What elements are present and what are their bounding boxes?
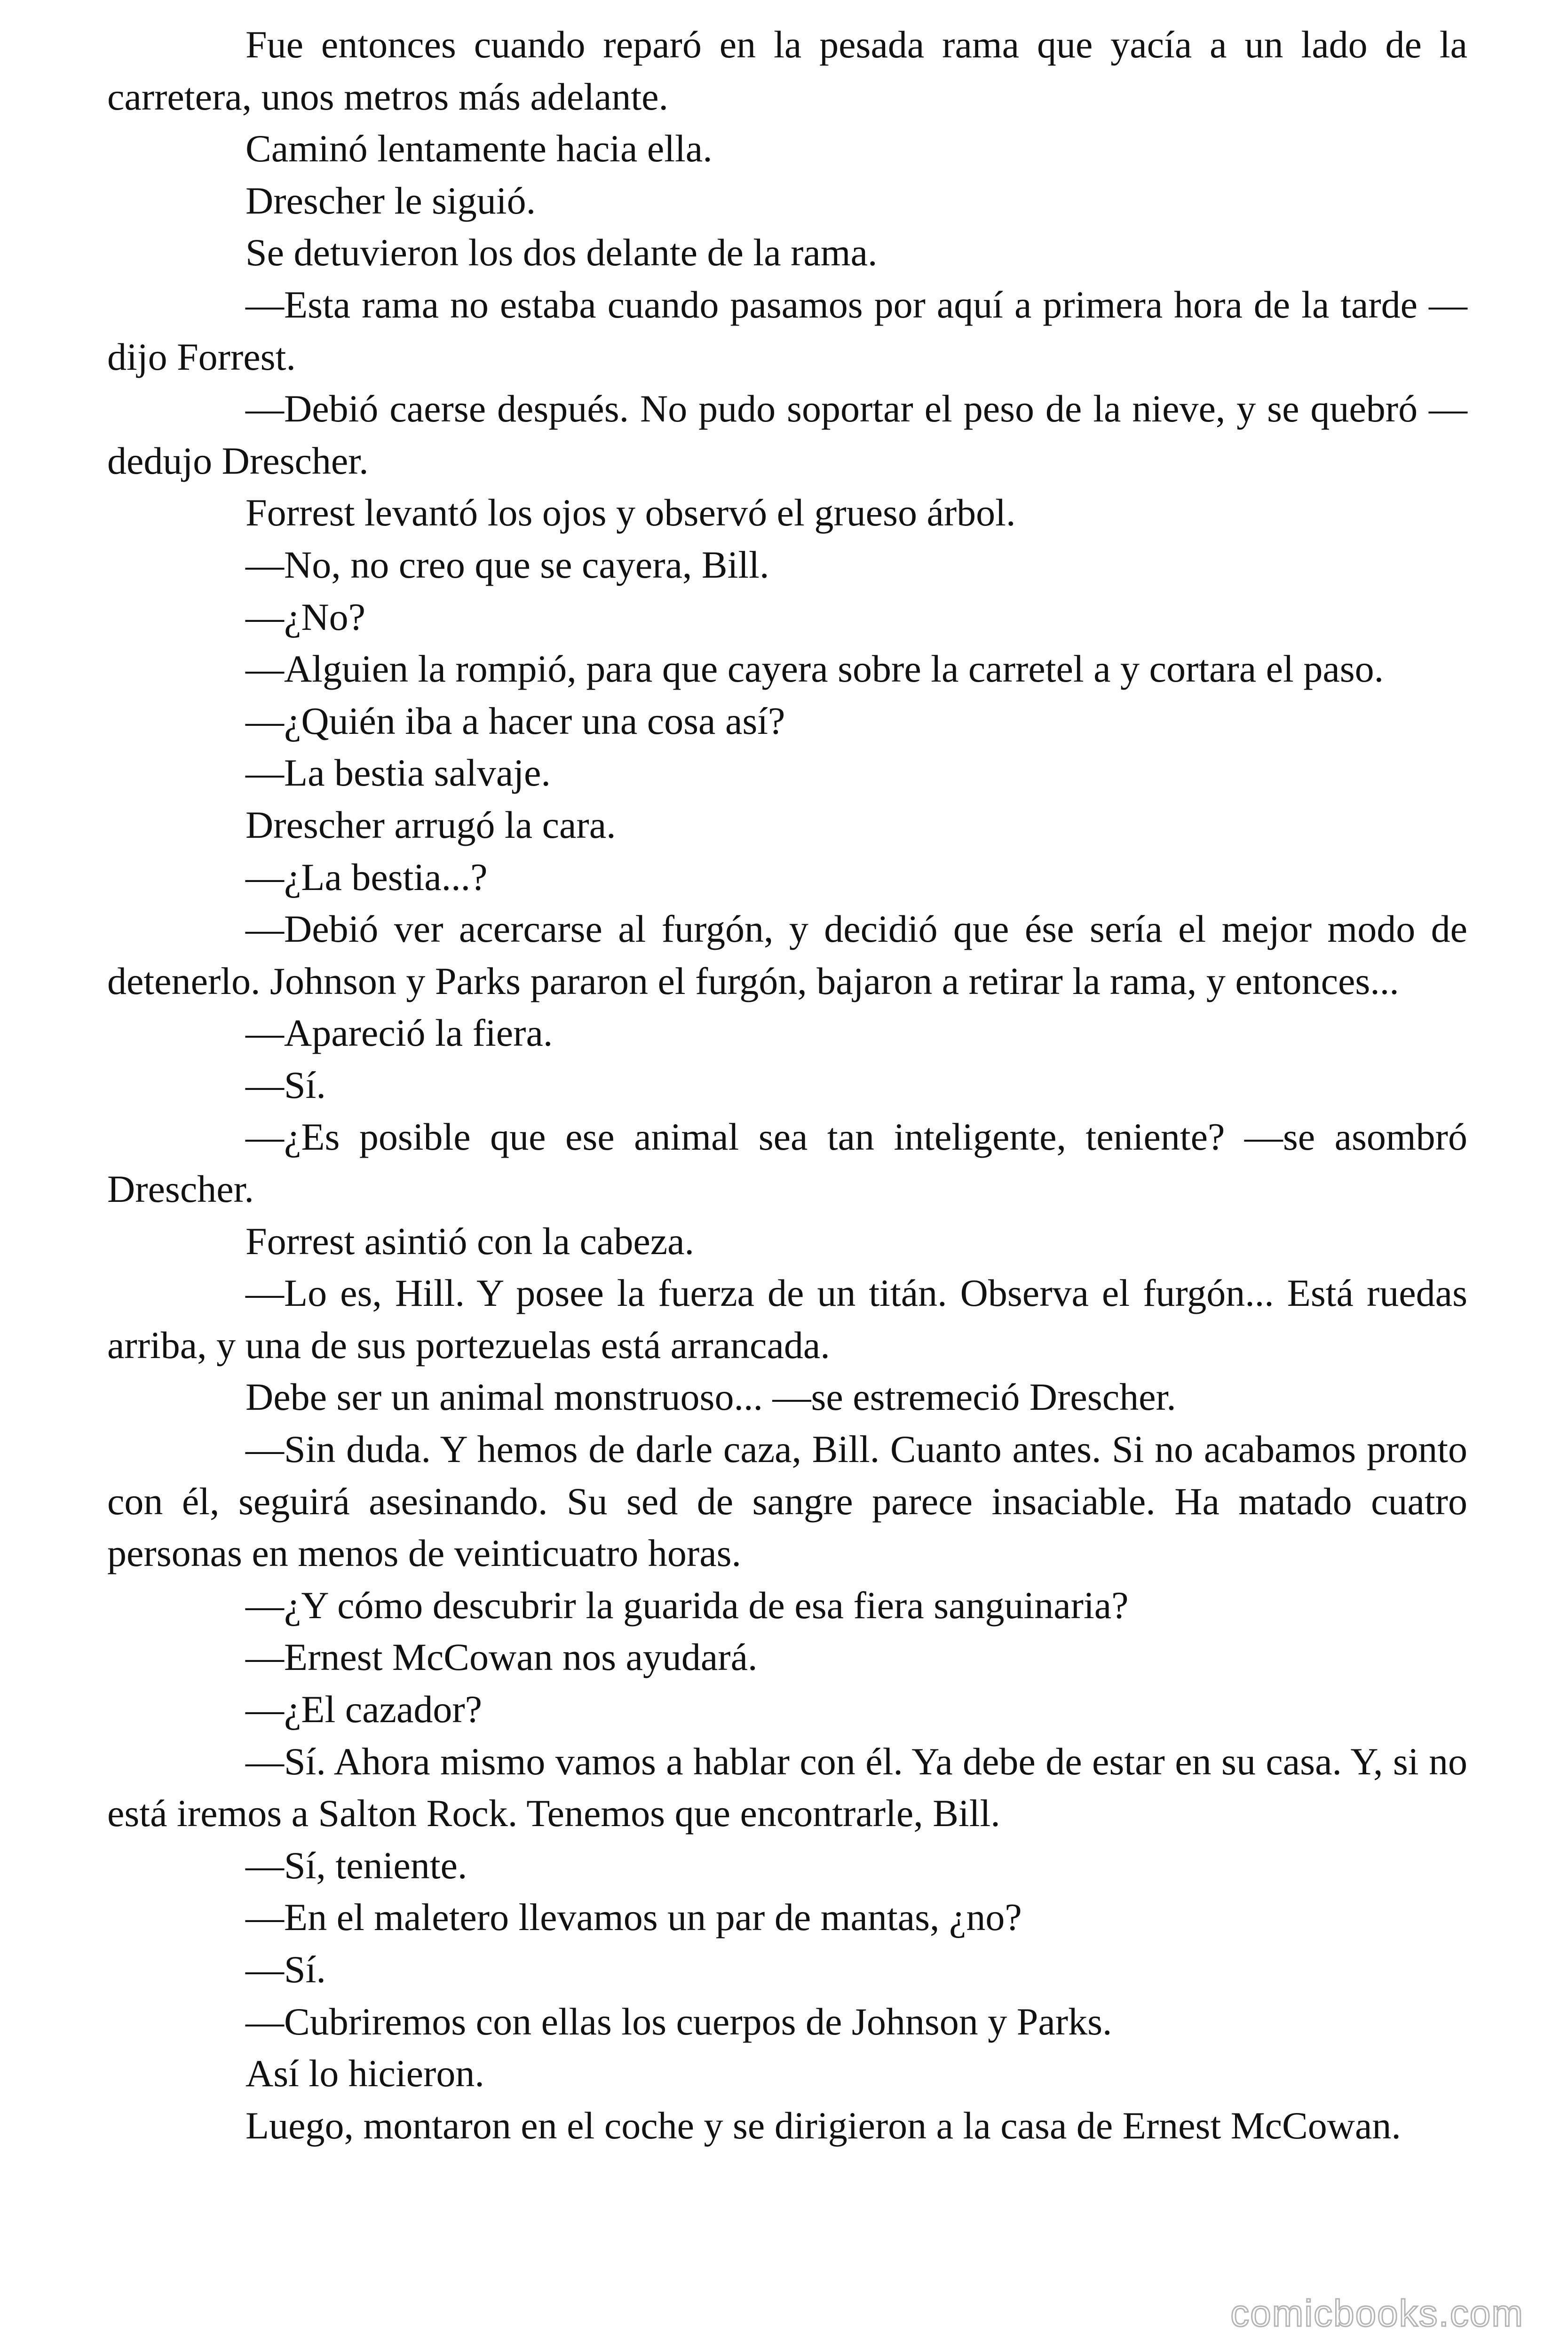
paragraph: —Sí. Ahora mismo vamos a hablar con él. Ya debe de estar en su casa. Y, si no está iremos a Salton Rock. Tenemos que encontrarle, Bill.: [107, 1740, 1467, 1835]
paragraph: —Apareció la fiera.: [245, 1011, 553, 1055]
paragraph: Se detuvieron los dos delante de la rama.: [245, 231, 878, 274]
body-text: [107, 19, 1467, 2152]
paragraph: —¿Quién iba a hacer una cosa así?: [245, 699, 785, 742]
paragraph: —Sin duda. Y hemos de darle caza, Bill. Cuanto antes. Si no acabamos pronto con él, seguirá asesinando. Su sed de sangre parece insaciable. Ha matado cuatro personas en menos de veinticuatro horas.: [107, 1428, 1467, 1575]
paragraph: Debe ser un animal monstruoso... —se estremeció Drescher.: [245, 1375, 1176, 1419]
paragraph: —Lo es, Hill. Y posee la fuerza de un titán. Observa el furgón... Está ruedas arriba, y una de sus portezuelas está arrancada.: [107, 1271, 1467, 1367]
paragraph: —Cubriremos con ellas los cuerpos de Johnson y Parks.: [245, 2000, 1112, 2043]
paragraph: Luego, montaron en el coche y se dirigieron a la casa de Ernest McCowan.: [245, 2104, 1401, 2147]
paragraph: Así lo hicieron.: [245, 2052, 484, 2095]
paragraph: —¿No?: [245, 595, 366, 638]
paragraph: —Sí, teniente.: [245, 1843, 467, 1887]
paragraph: —Ernest McCowan nos ayudará.: [245, 1636, 758, 1679]
paragraph: —No, no creo que se cayera, Bill.: [245, 543, 769, 586]
paragraph: —Debió caerse después. No pudo soportar el peso de la nieve, y se quebró —dedujo Drescher.: [107, 387, 1467, 482]
paragraph: —En el maletero llevamos un par de mantas, ¿no?: [245, 1896, 1022, 1939]
paragraph: —Debió ver acercarse al furgón, y decidió que ése sería el mejor modo de detenerlo. Johnson y Parks pararon el furgón, bajaron a retirar la rama, y entonces...: [107, 907, 1467, 1002]
paragraph: —¿El cazador?: [245, 1688, 483, 1731]
paragraph: —Alguien la rompió, para que cayera sobre la carretel a y cortara el paso.: [245, 647, 1384, 691]
paragraph: —¿Y cómo descubrir la guarida de esa fiera sanguinaria?: [245, 1583, 1129, 1627]
paragraph: —La bestia salvaje.: [245, 751, 551, 795]
paragraph: —Sí.: [245, 1947, 326, 1991]
paragraph: Drescher le siguió.: [245, 179, 536, 222]
paragraph: —Esta rama no estaba cuando pasamos por aquí a primera hora de la tarde —dijo Forrest.: [107, 283, 1467, 378]
paragraph: Drescher arrugó la cara.: [245, 803, 616, 846]
paragraph: Forrest levantó los ojos y observó el grueso árbol.: [245, 491, 1016, 534]
paragraph: —Sí.: [245, 1063, 326, 1106]
watermark: comicbooks.com: [1230, 2292, 1524, 2334]
paragraph: Fue entonces cuando reparó en la pesada rama que yacía a un lado de la carretera, unos metros más adelante.: [107, 23, 1467, 118]
paragraph: —¿Es posible que ese animal sea tan inteligente, teniente? —se asombró Drescher.: [107, 1115, 1467, 1211]
paragraph: Forrest asintió con la cabeza.: [245, 1219, 695, 1263]
paragraph: Caminó lentamente hacia ella.: [245, 127, 713, 170]
paragraph: —¿La bestia...?: [245, 855, 488, 898]
